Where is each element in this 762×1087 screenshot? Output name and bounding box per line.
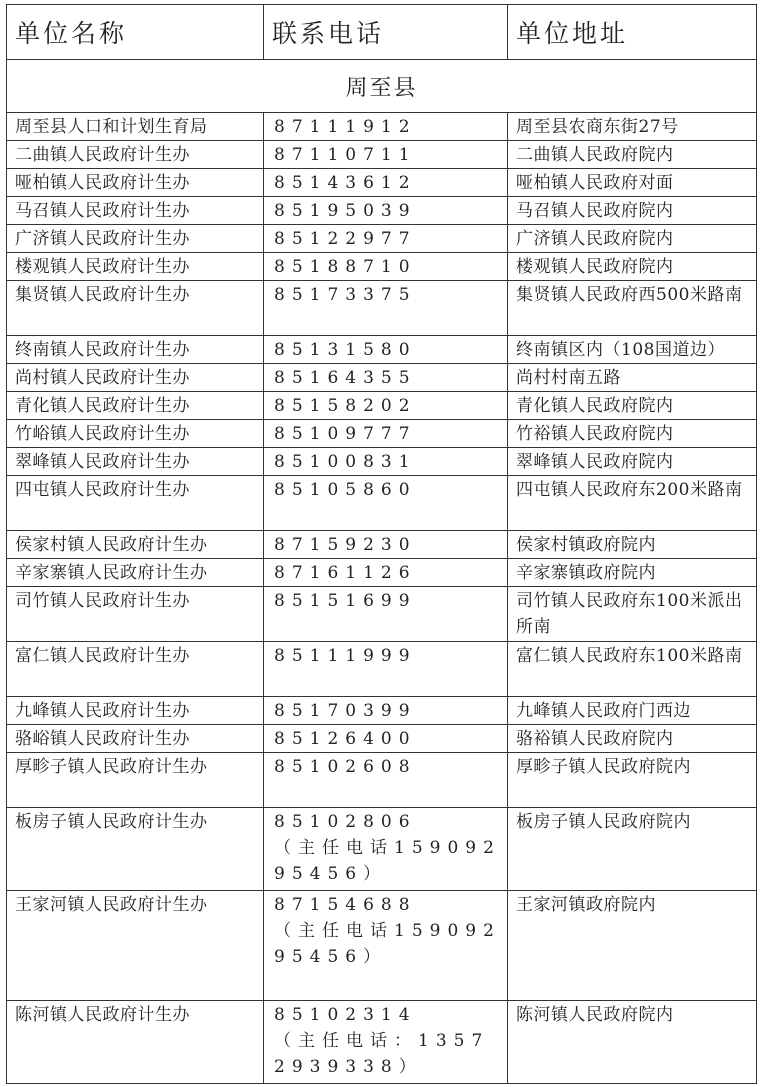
table-row <box>7 197 757 225</box>
family-planning-directory-table <box>6 4 757 1084</box>
table-row <box>7 725 757 753</box>
unit-name-cell: 楼观镇人民政府计生办 <box>7 253 264 281</box>
unit-name-cell: 陈河镇人民政府计生办 <box>7 1001 264 1084</box>
phone-number: 87154688 <box>274 895 417 915</box>
phone-number: 85158202 <box>274 396 417 416</box>
table-row <box>7 225 757 253</box>
table-row <box>7 753 757 808</box>
phone-cell <box>264 587 508 642</box>
phone-cell <box>264 225 508 253</box>
unit-name-cell: 辛家寨镇人民政府计生办 <box>7 559 264 587</box>
header-contact-phone: 联系电话 <box>264 5 508 60</box>
table-row <box>7 587 757 642</box>
phone-cell <box>264 253 508 281</box>
director-phone-note: （主任电话：13572939338） <box>274 1031 490 1077</box>
unit-address-cell: 尚村村南五路 <box>508 364 757 392</box>
unit-name-cell: 周至县人口和计划生育局 <box>7 113 264 141</box>
table-row <box>7 281 757 336</box>
table-row <box>7 531 757 559</box>
phone-number: 85111999 <box>274 646 417 666</box>
unit-address-cell: 四屯镇人民政府东200米路南 <box>508 476 757 531</box>
table-row <box>7 253 757 281</box>
phone-number: 85102806 <box>274 812 417 832</box>
table-row <box>7 808 757 891</box>
phone-cell <box>264 642 508 697</box>
director-phone-note: （主任电话15909295456） <box>274 838 501 884</box>
phone-cell <box>264 364 508 392</box>
unit-address-cell: 骆裕镇人民政府院内 <box>508 725 757 753</box>
unit-address-cell: 二曲镇人民政府院内 <box>508 141 757 169</box>
unit-address-cell: 终南镇区内（108国道边） <box>508 336 757 364</box>
table-row <box>7 697 757 725</box>
unit-name-cell: 翠峰镇人民政府计生办 <box>7 448 264 476</box>
unit-address-cell: 竹裕镇人民政府院内 <box>508 420 757 448</box>
table-row <box>7 420 757 448</box>
table-row <box>7 1001 757 1084</box>
phone-cell <box>264 725 508 753</box>
unit-name-cell: 侯家村镇人民政府计生办 <box>7 531 264 559</box>
phone-number: 87161126 <box>274 563 417 583</box>
unit-name-cell: 尚村镇人民政府计生办 <box>7 364 264 392</box>
county-row <box>7 60 757 113</box>
phone-number: 87110711 <box>274 145 417 165</box>
phone-number: 85100831 <box>274 452 417 472</box>
phone-cell <box>264 891 508 1001</box>
header-row <box>7 5 757 60</box>
unit-name-cell: 集贤镇人民政府计生办 <box>7 281 264 336</box>
table-row <box>7 476 757 531</box>
phone-cell <box>264 141 508 169</box>
table-body <box>7 60 757 1084</box>
phone-cell <box>264 559 508 587</box>
unit-address-cell: 哑柏镇人民政府对面 <box>508 169 757 197</box>
unit-address-cell: 广济镇人民政府院内 <box>508 225 757 253</box>
table-row <box>7 392 757 420</box>
phone-cell <box>264 336 508 364</box>
unit-address-cell: 板房子镇人民政府院内 <box>508 808 757 891</box>
phone-number: 87159230 <box>274 535 417 555</box>
phone-cell <box>264 169 508 197</box>
unit-name-cell: 青化镇人民政府计生办 <box>7 392 264 420</box>
phone-cell <box>264 808 508 891</box>
header-unit-address: 单位地址 <box>508 5 757 60</box>
phone-cell <box>264 448 508 476</box>
phone-number: 85173375 <box>274 285 417 305</box>
phone-number: 85122977 <box>274 229 417 249</box>
unit-name-cell: 终南镇人民政府计生办 <box>7 336 264 364</box>
unit-name-cell: 竹峪镇人民政府计生办 <box>7 420 264 448</box>
table-row <box>7 642 757 697</box>
phone-number: 85105860 <box>274 480 417 500</box>
unit-address-cell: 周至县农商东街27号 <box>508 113 757 141</box>
unit-name-cell: 富仁镇人民政府计生办 <box>7 642 264 697</box>
phone-number: 85151699 <box>274 591 417 611</box>
unit-address-cell: 马召镇人民政府院内 <box>508 197 757 225</box>
director-phone-note: （主任电话15909295456） <box>274 921 501 967</box>
phone-number: 85188710 <box>274 257 417 277</box>
unit-address-cell: 辛家寨镇政府院内 <box>508 559 757 587</box>
phone-cell <box>264 1001 508 1084</box>
phone-cell <box>264 697 508 725</box>
phone-number: 85143612 <box>274 173 417 193</box>
unit-name-cell: 哑柏镇人民政府计生办 <box>7 169 264 197</box>
unit-name-cell: 九峰镇人民政府计生办 <box>7 697 264 725</box>
unit-address-cell: 陈河镇人民政府院内 <box>508 1001 757 1084</box>
phone-cell <box>264 281 508 336</box>
unit-address-cell: 翠峰镇人民政府院内 <box>508 448 757 476</box>
unit-name-cell: 板房子镇人民政府计生办 <box>7 808 264 891</box>
phone-number: 85170399 <box>274 701 417 721</box>
unit-name-cell: 二曲镇人民政府计生办 <box>7 141 264 169</box>
phone-cell <box>264 753 508 808</box>
table-row <box>7 169 757 197</box>
phone-number: 87111912 <box>274 117 417 137</box>
table-row <box>7 364 757 392</box>
unit-address-cell: 司竹镇人民政府东100米派出所南 <box>508 587 757 642</box>
phone-number: 85164355 <box>274 368 417 388</box>
unit-name-cell: 四屯镇人民政府计生办 <box>7 476 264 531</box>
unit-name-cell: 司竹镇人民政府计生办 <box>7 587 264 642</box>
phone-number: 85131580 <box>274 340 417 360</box>
unit-address-cell: 侯家村镇政府院内 <box>508 531 757 559</box>
table-row <box>7 141 757 169</box>
unit-address-cell: 富仁镇人民政府东100米路南 <box>508 642 757 697</box>
unit-address-cell: 集贤镇人民政府西500米路南 <box>508 281 757 336</box>
unit-address-cell: 王家河镇政府院内 <box>508 891 757 1001</box>
phone-number: 85109777 <box>274 424 417 444</box>
table-row <box>7 559 757 587</box>
table-row <box>7 891 757 1001</box>
unit-name-cell: 王家河镇人民政府计生办 <box>7 891 264 1001</box>
unit-name-cell: 广济镇人民政府计生办 <box>7 225 264 253</box>
phone-cell <box>264 392 508 420</box>
unit-address-cell: 厚畛子镇人民政府院内 <box>508 753 757 808</box>
unit-name-cell: 骆峪镇人民政府计生办 <box>7 725 264 753</box>
table-row <box>7 113 757 141</box>
table-row <box>7 448 757 476</box>
phone-number: 85195039 <box>274 201 417 221</box>
phone-cell <box>264 476 508 531</box>
table-row <box>7 336 757 364</box>
unit-name-cell: 厚畛子镇人民政府计生办 <box>7 753 264 808</box>
unit-name-cell: 马召镇人民政府计生办 <box>7 197 264 225</box>
phone-cell <box>264 420 508 448</box>
header-unit-name: 单位名称 <box>7 5 264 60</box>
phone-number: 85126400 <box>274 729 417 749</box>
phone-number: 85102608 <box>274 757 417 777</box>
phone-cell <box>264 531 508 559</box>
unit-address-cell: 九峰镇人民政府门西边 <box>508 697 757 725</box>
phone-cell <box>264 113 508 141</box>
unit-address-cell: 青化镇人民政府院内 <box>508 392 757 420</box>
unit-address-cell: 楼观镇人民政府院内 <box>508 253 757 281</box>
phone-cell <box>264 197 508 225</box>
phone-number: 85102314 <box>274 1005 417 1025</box>
county-name: 周至县 <box>7 60 757 113</box>
